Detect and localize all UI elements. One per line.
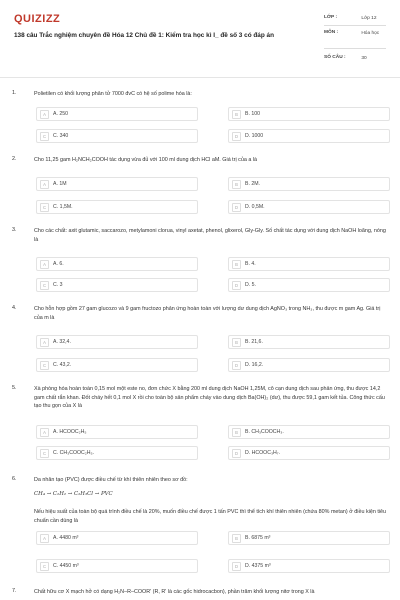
- header-separator: [0, 77, 400, 78]
- question-number: 3.: [12, 227, 17, 233]
- quizizz-logo: QUIZIZZ: [14, 13, 61, 25]
- option-letter: D: [232, 132, 241, 141]
- option-text: A. 1M: [53, 181, 67, 187]
- option-letter: D: [232, 562, 241, 571]
- option-letter: D: [232, 203, 241, 212]
- option-text: B. 4.: [245, 261, 256, 267]
- question-text: Xà phòng hóa hoàn toàn 0,15 mol một este no, đơn chức X bằng 200 ml dung dịch NaOH 1,25M, cô cạn dung dịch sau phản ứng, thu được 14,2 gam chất rắn khan. Đốt cháy hết 0,1 mol X rồi cho toàn bộ sản phẩm cháy vào dung dịch Ba(OH)₂ (dư), thu được 59,1 gam kết tủa. Công thức cấu tạo thu gọn của X là: [34, 386, 385, 409]
- subject-label: MÔN :: [324, 30, 339, 35]
- option-d[interactable]: [228, 559, 390, 573]
- option-letter: A: [40, 110, 49, 119]
- count-meta: [324, 55, 391, 62]
- option-c[interactable]: [36, 278, 198, 292]
- option-text: C. 1,5M.: [53, 204, 73, 210]
- question-number: 6.: [12, 476, 17, 482]
- class-value: Lớp 12: [361, 16, 377, 21]
- option-d[interactable]: [228, 200, 390, 214]
- subject-meta: [324, 30, 391, 37]
- option-d[interactable]: [228, 446, 390, 460]
- class-meta: [324, 15, 391, 22]
- option-text: C. 340: [53, 133, 69, 139]
- option-letter: D: [232, 449, 241, 458]
- option-text: C. 3: [53, 282, 63, 288]
- quiz-title: 138 câu Trắc nghiệm chuyên đề Hóa 12 Chủ đề 1: Kiểm tra học kì I_ đề số 3 có đáp án: [14, 32, 274, 39]
- option-letter: C: [40, 281, 49, 290]
- option-text: C. CH₃COOC₂H₅.: [53, 450, 95, 456]
- option-text: B. 6875 m³: [245, 535, 271, 541]
- option-c[interactable]: [36, 446, 198, 460]
- option-letter: A: [40, 260, 49, 269]
- option-a[interactable]: [36, 425, 198, 439]
- option-b[interactable]: [228, 335, 390, 349]
- question-number: 2.: [12, 156, 17, 162]
- meta-divider: [324, 25, 386, 26]
- option-text: A. 6.: [53, 261, 64, 267]
- option-a[interactable]: [36, 177, 198, 191]
- option-b[interactable]: [228, 531, 390, 545]
- option-letter: A: [40, 338, 49, 347]
- question-number: 1.: [12, 90, 17, 96]
- option-letter: B: [232, 428, 241, 437]
- question-number: 4.: [12, 305, 17, 311]
- option-letter: C: [40, 562, 49, 571]
- option-letter: B: [232, 338, 241, 347]
- option-d[interactable]: [228, 129, 390, 143]
- option-text: A. 32,4.: [53, 339, 71, 345]
- question-text: Cho 11,25 gam H₂NCH₂COOH tác dụng vừa đủ với 100 ml dung dịch HCl aM. Giá trị của a là: [34, 157, 258, 163]
- option-d[interactable]: [228, 278, 390, 292]
- option-c[interactable]: [36, 358, 198, 372]
- option-letter: B: [232, 110, 241, 119]
- option-c[interactable]: [36, 200, 198, 214]
- question-number: 5.: [12, 385, 17, 391]
- question-text: Chất hữu cơ X mạch hở có dạng H₂N–R–COOR' (R, R' là các gốc hidrocacbon), phần trăm khối lượng nitơ trong X là: [34, 589, 315, 595]
- option-text: A. HCOOC₂H₅: [53, 429, 87, 435]
- question-text-continued: Nếu hiệu suất của toàn bộ quá trình điều chế là 20%, muốn điều chế được 1 tấn PVC thì thể tích khí thiên nhiên (chứa 80% metan) ở điều kiện tiêu chuẩn cần dùng là: [34, 509, 387, 524]
- option-letter: C: [40, 132, 49, 141]
- reaction-scheme: CH₄ → C₂H₂ → C₂H₃Cl → PVC: [34, 491, 113, 497]
- option-text: D. 1000: [245, 133, 264, 139]
- option-text: A. 250: [53, 111, 68, 117]
- option-text: D. 4375 m³: [245, 563, 271, 569]
- question-text: Cho các chất: axit glutamic, saccarozo, metylamoni clorua, vinyl axetat, phenol, glixerol, Gly-Gly. Số chất tác dụng với dung dịch NaOH loãng, nóng là: [34, 228, 386, 243]
- option-letter: C: [40, 361, 49, 370]
- option-letter: C: [40, 203, 49, 212]
- option-text: C. 43,2.: [53, 362, 72, 368]
- option-text: A. 4480 m³: [53, 535, 79, 541]
- option-letter: A: [40, 180, 49, 189]
- option-letter: D: [232, 361, 241, 370]
- option-d[interactable]: [228, 358, 390, 372]
- question-text: Polietilen có khối lượng phân tử 7000 đvC có hệ số polime hóa là:: [34, 91, 192, 97]
- option-letter: A: [40, 534, 49, 543]
- question-number: 7.: [12, 588, 17, 594]
- option-text: D. 16,2.: [245, 362, 264, 368]
- question-text: Da nhân tạo (PVC) được điều chế từ khí thiên nhiên theo sơ đồ:: [34, 477, 188, 483]
- meta-divider: [324, 48, 386, 49]
- option-a[interactable]: [36, 107, 198, 121]
- option-b[interactable]: [228, 107, 390, 121]
- count-label: SỐ CÂU :: [324, 55, 346, 60]
- option-b[interactable]: [228, 257, 390, 271]
- option-letter: B: [232, 534, 241, 543]
- option-c[interactable]: [36, 129, 198, 143]
- option-a[interactable]: [36, 335, 198, 349]
- count-value: 30: [361, 56, 367, 61]
- option-a[interactable]: [36, 531, 198, 545]
- option-text: B. 100: [245, 111, 260, 117]
- option-b[interactable]: [228, 177, 390, 191]
- option-letter: D: [232, 281, 241, 290]
- option-text: D. 0,5M.: [245, 204, 265, 210]
- option-text: B. 2M.: [245, 181, 260, 187]
- option-letter: B: [232, 260, 241, 269]
- class-label: LỚP :: [324, 15, 338, 20]
- option-letter: A: [40, 428, 49, 437]
- subject-value: Hóa học: [361, 31, 380, 36]
- option-text: D. HCOOC₃H₇.: [245, 450, 281, 456]
- option-c[interactable]: [36, 559, 198, 573]
- question-text: Cho hỗn hợp gồm 27 gam glucozo và 9 gam fructozo phản ứng hoàn toàn với lượng dư dung dịch AgNO₃ trong NH₃, thu được m gam Ag. Giá trị của m là: [34, 306, 381, 321]
- option-text: B. 21,6.: [245, 339, 263, 345]
- option-letter: B: [232, 180, 241, 189]
- option-text: B. CH₃COOCH₃.: [245, 429, 284, 435]
- option-letter: C: [40, 449, 49, 458]
- option-text: C. 4450 m³: [53, 563, 79, 569]
- option-text: D. 5.: [245, 282, 256, 288]
- option-a[interactable]: [36, 257, 198, 271]
- option-b[interactable]: [228, 425, 390, 439]
